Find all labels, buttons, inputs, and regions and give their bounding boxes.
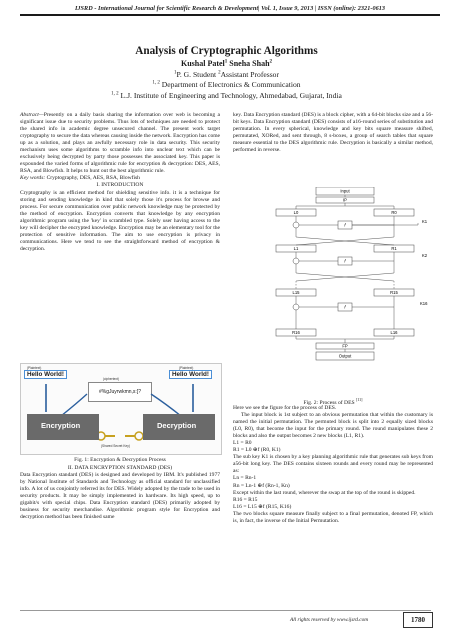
des-last-round: Except within the last round, wherever the swap at the top of the round is skipped. xyxy=(233,489,416,496)
xor-2 xyxy=(293,258,299,264)
left-column-bottom xyxy=(20,465,220,521)
key-icon-left xyxy=(97,432,115,440)
equation-l16: L16 = L15 ⊕f (R15, K16) xyxy=(233,503,292,510)
plaintext-left: Hello World! xyxy=(24,370,67,379)
k16-label: K16 xyxy=(420,301,428,306)
des-final-permutation: The two blocks square measure finally subject to a final permutation, denoted FP, which is, in fact, the inverse of the Initial Permutation. xyxy=(233,510,433,524)
equation-r16: R16 = R15 xyxy=(233,496,258,503)
section-1-heading: I. INTRODUCTION xyxy=(96,182,144,189)
figure-2-caption-text: Fig. 2: Process of DES xyxy=(303,399,356,406)
xor-16 xyxy=(293,304,299,310)
figure-1-graphics xyxy=(21,364,221,454)
f-label-1: f xyxy=(344,222,346,228)
key-icon-right xyxy=(125,432,143,440)
right-column-bottom xyxy=(233,405,433,525)
paper-title: Analysis of Cryptographic Algorithms xyxy=(135,45,318,57)
des-input-block: The input block is 1st subject to an obvious permutation that within the customary is named the initial permutation. The permuted block is split into 2 equally sized blocks (L0, R0), that become the input for the primary round. The round manipulates these 2 blocks and also the output becomes 2 new blocks (L1, R1). xyxy=(233,412,433,440)
plaintext-tag-right: (Plaintext) xyxy=(179,366,194,370)
header-rule xyxy=(20,14,440,16)
figure-1-caption: Fig. 1: Encryption & Decryption Process xyxy=(74,457,166,463)
input-label: Input xyxy=(340,188,350,194)
r0-label: R0 xyxy=(391,210,397,216)
encryption-label: Encryption xyxy=(41,421,81,430)
f-label-2: f xyxy=(344,258,346,264)
l0-label: L0 xyxy=(293,210,299,216)
section-2-text: Data Encryption standard (DES) is designed and developed by IBM. It's published 1977 by National Institute of Standards and Technology as official standard for unclassified info. A lot of us conjointly referred its for DES. Widely adopted by the trade to be used in security products. It may be simply implemented in hardware. Its high speed, up to gigabit/s with special chips. Data Encryption standard (DES) primarily adopted by business for security merchandise. Algorithmic program style for Encryption and decryption method has been finished same xyxy=(20,472,220,521)
equation-rn: Rn = Ln-1 ⊕f (Rn-1, Kn) xyxy=(233,482,290,489)
r16-label: R16 xyxy=(292,330,300,336)
affiliation-department xyxy=(0,80,453,89)
aff-dept-sup: 1, 2 xyxy=(152,80,160,86)
des-intro: key. Data Encryption standard (DES) is a block cipher, with a 64-bit blocks size and a 56-bit keys. Data Encryption standard (DES) consists of a16-round series of substitution and permutation. In every spherical, knowledge and key bits square measure shifted, permutated, XORed, and sent through, 8 s-boxes, a group of search tables that square measure essential to the DES algorithmic rule. Decryption is basically a similar method, performed in reverse. xyxy=(233,112,433,154)
equation-ln: Ln = Rn-1 xyxy=(233,475,257,482)
section-2-heading: II. DATA ENCRYPTION STANDARD (DES) xyxy=(67,465,173,471)
ip-label: IP xyxy=(343,197,347,203)
abstract-label: Abstract— xyxy=(20,112,44,118)
shared-key-label: (Shared Secret Key) xyxy=(101,444,130,448)
footer-rule xyxy=(20,610,431,611)
abstract-text: Presently on a daily basis sharing the information over web is becoming a significant issue due to security problems. Thus lots of techniques are needed to protect the shared info in academic degree unsecured channel. The present work target cryptography to secure the data whereas causing inside the network. Encryption has come up as a solution, and plays an awfully necessary role in data security. This security mechanism uses some algorithms to scramble info into unclear text which can be exclusively being decrypted by party those possesses the associated key. This paper is expounded the varied forms of algorithmic rule for encryption & decryption: DES, AES, RSA, and Blowfish. It helps to hunt out the best algorithmic rule. xyxy=(20,112,220,175)
aff-sup-2: 2 xyxy=(218,70,221,76)
abstract xyxy=(20,112,220,175)
fp-label: FP xyxy=(342,343,348,349)
figure-1-encryption-diagram xyxy=(20,363,222,455)
left-column-top xyxy=(20,112,220,253)
plaintext-right: Hello World! xyxy=(169,370,212,379)
l1-label: L1 xyxy=(293,246,299,252)
plaintext-tag-left: (Plaintext) xyxy=(27,366,42,370)
author-2-sup: 2 xyxy=(269,59,273,65)
l16-label: L16 xyxy=(390,330,398,336)
affiliation-roles xyxy=(0,70,453,79)
f-label-16: f xyxy=(344,304,346,310)
k2-label: K2 xyxy=(422,253,428,258)
aff-inst-sup: 1, 2 xyxy=(111,91,119,97)
keywords-label: Key words: xyxy=(20,175,46,182)
page-number: 1780 xyxy=(403,612,433,628)
aff-dept: Department of Electronics & Communication xyxy=(159,80,301,89)
des-figure-ref: Here we see the figure for the process of DES. xyxy=(233,405,337,411)
equation-r1: R1 = L0 ⊕f (R0, K1) xyxy=(233,447,281,454)
xor-1 xyxy=(293,222,299,228)
cipher-to-decrypt-arrow xyxy=(151,394,181,416)
connector-lines xyxy=(293,195,418,352)
aff-role-1: P. G. Student xyxy=(176,70,219,79)
author-1-sup: 1 xyxy=(224,59,228,65)
journal-header: IJSRD - International Journal for Scientific Research & Development| Vol. 1, Issue 9, 2013 | ISSN (online): 2321-0613 xyxy=(74,5,386,12)
ciphertext-box: #%gJuyrwkmn,s:[? xyxy=(88,382,152,402)
section-1-text: Cryptography is an efficient method for shielding sensitive info. it is a technique for storing and sending knowledge in kind that solely those it's process for browse and process. For secure communication over public network knowledge may be protected by the method of encryption. Encryption converts that knowledge by any encryption algorithmic program using the 'key' in scrambled type. Solely user having access to the key will decipher the encrypted knowledge. Encryption may be an elementary tool for the protection of sensitive information. The aim to use encryption is privacy in communications. Here we tend to see the straightforward method of encryption & decryption. xyxy=(20,189,220,252)
affiliation-institute xyxy=(0,91,453,100)
k1-label: K1 xyxy=(422,219,428,224)
l15-label: L15 xyxy=(292,290,300,296)
keywords xyxy=(20,175,220,182)
author-2: Sneha Shah xyxy=(227,59,270,68)
decryption-label: Decryption xyxy=(157,421,197,430)
aff-sup-1: 1 xyxy=(174,70,177,76)
aff-role-2: Assistant Professor xyxy=(220,70,279,79)
keywords-text: Cryptography, DES, AES, RSA, Blowfish xyxy=(45,175,140,182)
r1-label: R1 xyxy=(391,246,397,252)
output-label: Output xyxy=(338,353,352,359)
des-subkey: The sub key K1 is chosen by a key planning algorithmic rule that generates sub keys from a56-bit long key. The DES contains sixteen rounds and every round may be represented as: xyxy=(233,454,433,475)
aff-inst: L.J. Institute of Engineering and Technology, Ahmedabad, Gujarat, India xyxy=(118,91,342,100)
author-1: Kushal Patel xyxy=(180,59,225,68)
author-line xyxy=(0,59,453,68)
figure-2-des-diagram xyxy=(258,187,434,395)
ciphertext-tag: (ciphertext) xyxy=(103,377,119,381)
r15-label: R15 xyxy=(390,290,398,296)
equation-l1: L1 = R0 xyxy=(233,440,252,447)
right-column-top xyxy=(233,112,433,154)
footer-rights: All rights reserved by www.ijsrd.com xyxy=(290,617,369,623)
encrypt-to-cipher-arrow xyxy=(61,394,87,416)
figure-2-ref: [11] xyxy=(356,397,363,402)
